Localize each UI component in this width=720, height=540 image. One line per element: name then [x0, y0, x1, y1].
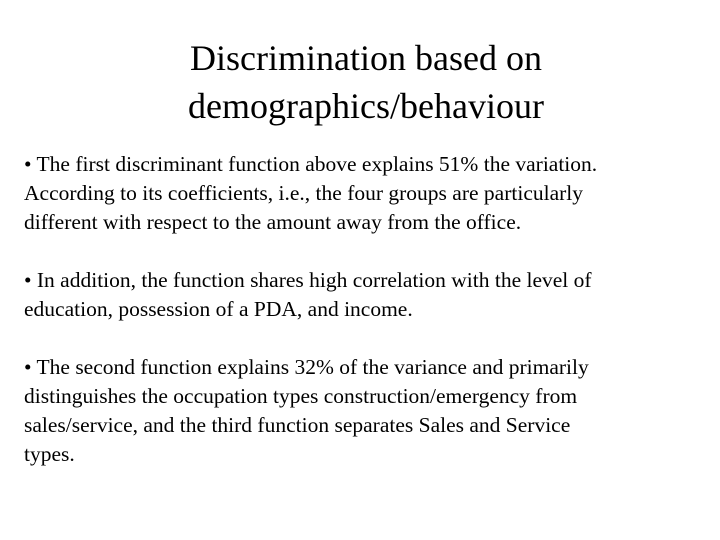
paragraph-2: [24, 266, 704, 324]
slide-title-line-2: demographics/behaviour: [188, 86, 544, 126]
paragraph-1-line-3: different with respect to the amount away from the office.: [24, 210, 522, 234]
paragraph-3-line-1: • The second function explains 32% of the variance and primarily: [24, 355, 589, 379]
paragraph-3: [24, 353, 704, 469]
slide-title: [0, 34, 720, 130]
paragraph-3-line-2: distinguishes the occupation types construction/emergency from: [24, 384, 578, 408]
slide-body: [24, 150, 704, 498]
paragraph-3-line-4: types.: [24, 442, 75, 466]
paragraph-3-line-3: sales/service, and the third function separates Sales and Service: [24, 413, 571, 437]
paragraph-1-line-1: • The first discriminant function above explains 51% the variation.: [24, 152, 598, 176]
slide-title-line-1: Discrimination based on: [190, 38, 542, 78]
paragraph-2-line-1: • In addition, the function shares high correlation with the level of: [24, 268, 592, 292]
paragraph-2-line-2: education, possession of a PDA, and income.: [24, 297, 413, 321]
paragraph-1-line-2: According to its coefficients, i.e., the four groups are particularly: [24, 181, 584, 205]
paragraph-1: [24, 150, 704, 237]
